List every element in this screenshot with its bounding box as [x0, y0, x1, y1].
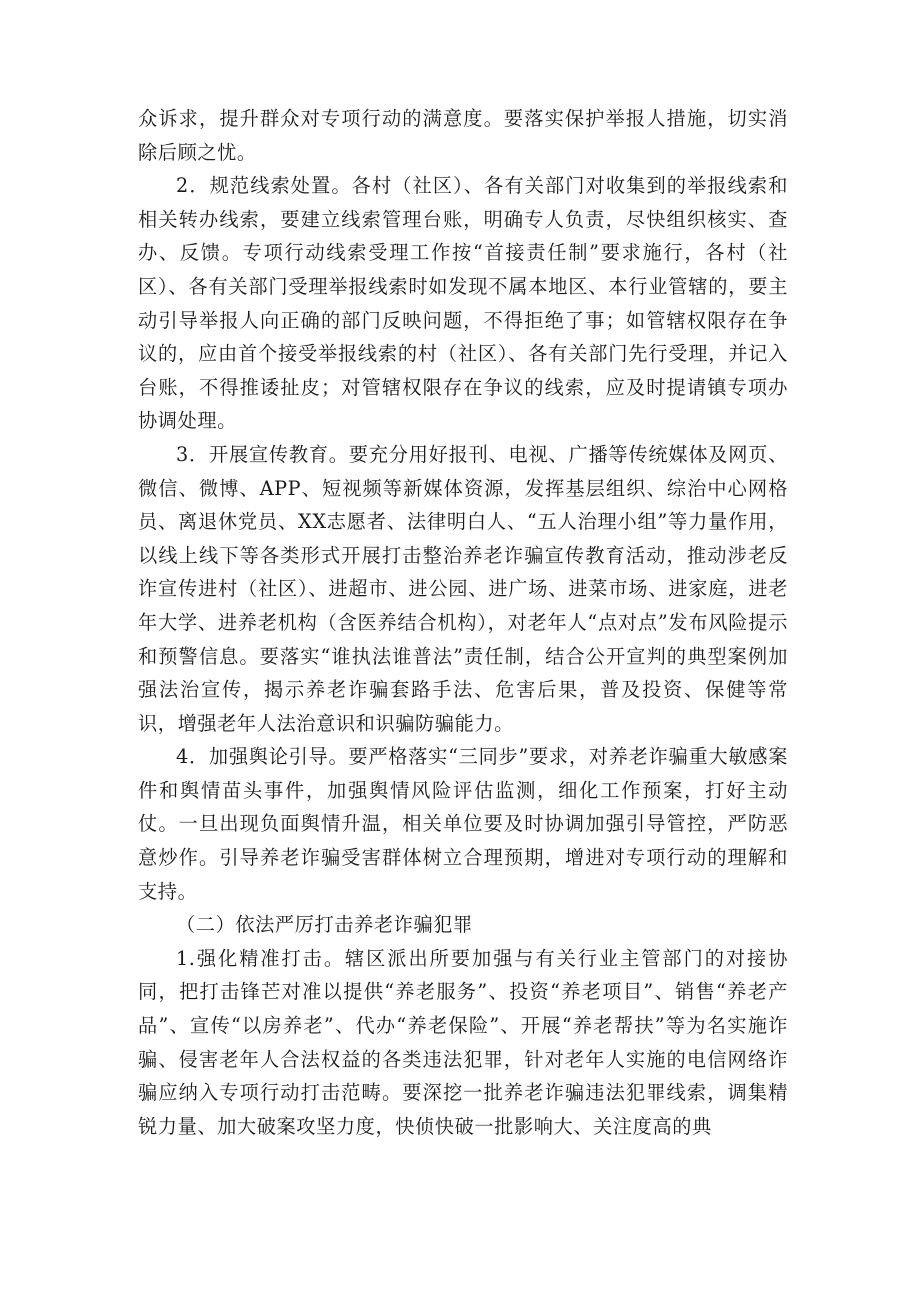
paragraph-continuation: 众诉求，提升群众对专项行动的满意度。要落实保护举报人措施，切实消除后顾之忧。: [138, 107, 788, 164]
document-body: [138, 102, 788, 1143]
section-heading-crackdown: （二）依法严厉打击养老诈骗犯罪: [176, 913, 473, 937]
paragraph-standardize-clue-handling: 2．规范线索处置。各村（社区）、各有关部门对收集到的举报线索和相关转办线索，要建立线索管理台账，明确专人负责，尽快组织核实、查办、反馈。专项行动线索受理工作按“首接责任制”要求施行，各村（社区）、各有关部门受理举报线索时如发现不属本地区、本行业管辖的，要主动引导举报人向正确的部门反映问题，不得拒绝了事；如管辖权限存在争议的，应由首个接受举报线索的村（社区）、各有关部门先行受理，并记入台账，不得推诿扯皮；对管辖权限存在争议的线索，应及时提请镇专项办协调处理。: [138, 174, 788, 433]
paragraph-public-opinion-guidance: 4．加强舆论引导。要严格落实“三同步”要求，对养老诈骗重大敏感案件和舆情苗头事件，加强舆情风险评估监测，细化工作预案，打好主动仗。一旦出现负面舆情升温，相关单位要及时协调加强引导管控，严防恶意炒作。引导养老诈骗受害群体树立合理预期，增进对专项行动的理解和支持。: [138, 745, 788, 903]
paragraph-precise-strike: 1.强化精准打击。辖区派出所要加强与有关行业主管部门的对接协同，把打击锋芒对准以提供“养老服务”、投资“养老项目”、销售“养老产品”、宣传“以房养老”、代办“养老保险”、开展“养老帮扶”等为名实施诈骗、侵害老年人合法权益的各类违法犯罪，针对老年人实施的电信网络诈骗应纳入专项行动打击范畴。要深挖一批养老诈骗违法犯罪线索，调集精锐力量、加大破案攻坚力度，快侦快破一批影响大、关注度高的典: [138, 946, 788, 1138]
paragraph-publicity-education: 3．开展宣传教育。要充分用好报刊、电视、广播等传统媒体及网页、微信、微博、APP、短视频等新媒体资源，发挥基层组织、综治中心网格员、离退休党员、XX志愿者、法律明白人、“五人治理小组”等力量作用，以线上线下等各类形式开展打击整治养老诈骗宣传教育活动，推动涉老反诈宣传进村（社区）、进超市、进公园、进广场、进菜市场、进家庭，进老年大学、进养老机构（含医养结合机构），对老年人“点对点”发布风险提示和预警信息。要落实“谁执法谁普法”责任制，结合公开宣判的典型案例加强法治宣传，揭示养老诈骗套路手法、危害后果，普及投资、保健等常识，增强老年人法治意识和识骗防骗能力。: [138, 442, 788, 735]
